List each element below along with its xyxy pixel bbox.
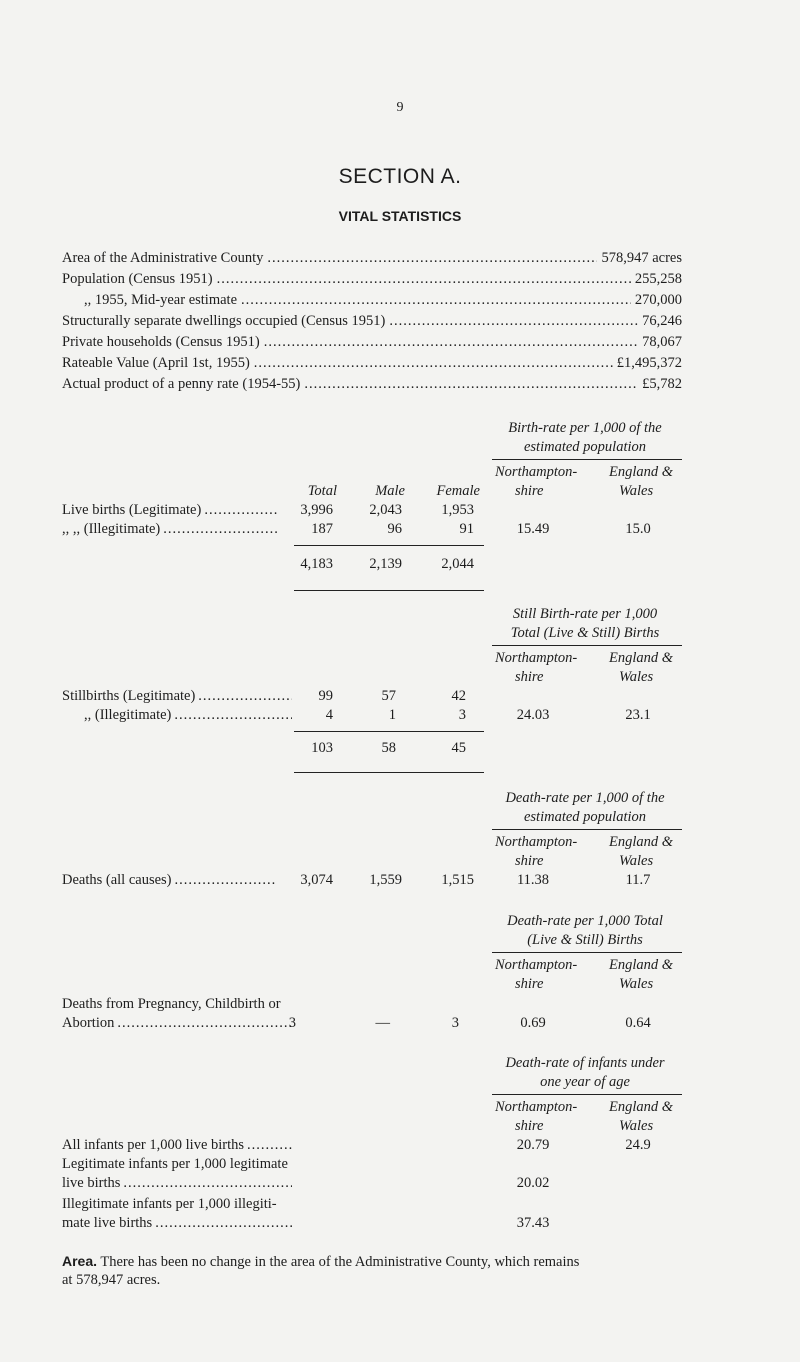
section-title: SECTION A.	[338, 165, 462, 188]
table-row-label: Legitimate infants per 1,000 legitimate	[62, 1156, 288, 1172]
cell-total: 187	[311, 521, 333, 537]
rate-heading-line2: estimated population	[523, 809, 647, 825]
cell-total-sum: 4,183	[300, 556, 333, 572]
cell-male: 1	[388, 707, 396, 723]
cell-england-rate: 0.64	[625, 1015, 651, 1031]
col-female: Female	[436, 483, 480, 499]
cell-female-sum: 2,044	[441, 556, 474, 572]
heading-rule	[492, 952, 682, 953]
cell-female: 1,953	[441, 502, 474, 518]
cell-male-sum: 58	[381, 740, 396, 756]
summary-row: Population (Census 1951) ..... 255,258	[62, 271, 682, 291]
rate-heading-line2: one year of age	[540, 1074, 630, 1090]
rate-heading: Death-rate per 1,000 of the	[505, 790, 665, 806]
col-england: England &	[609, 834, 674, 850]
cell-england-rate: 23.1	[625, 707, 651, 723]
rate-heading-line2: estimated population	[523, 439, 647, 455]
rate-heading: Birth-rate per 1,000 of the	[508, 420, 662, 436]
heading-rule	[492, 1094, 682, 1095]
col-england: England &	[609, 464, 674, 480]
heading-rule	[492, 829, 682, 830]
cell-northants-rate: 37.43	[516, 1215, 550, 1231]
cell-male-sum: 2,139	[369, 556, 402, 572]
cell-northants-rate: 0.69	[520, 1015, 546, 1031]
cell-total: 4	[325, 707, 333, 723]
cell-female: 91	[459, 521, 474, 537]
table-row-label-line2: Abortion .....	[62, 1015, 292, 1032]
rate-heading-line2: Total (Live & Still) Births	[510, 625, 660, 641]
table-row-label: Live births (Legitimate) .....	[62, 502, 277, 519]
col-male: Male	[375, 483, 405, 499]
table-row-label: ,, ,, (Illegitimate) .....	[62, 521, 277, 538]
rate-heading-line2: (Live & Still) Births	[527, 932, 643, 948]
area-note	[62, 1253, 752, 1271]
col-england-line2: Wales	[619, 483, 654, 499]
col-northants-line2: shire	[515, 976, 544, 992]
col-england-line2: Wales	[619, 853, 654, 869]
cell-male: 96	[387, 521, 402, 537]
total-rule-bottom	[294, 590, 484, 591]
table-row-label: Stillbirths (Legitimate) .....	[62, 688, 292, 705]
page-number: 9	[396, 100, 404, 115]
summary-row: Structurally separate dwellings occupied (Census 1951) ..... 76,246	[62, 313, 682, 333]
cell-female-sum: 45	[451, 740, 466, 756]
cell-female: 3	[451, 1015, 459, 1031]
cell-total: 99	[318, 688, 333, 704]
summary-row: Actual product of a penny rate (1954-55) ..... £5,782	[62, 376, 682, 396]
cell-northants-rate: 15.49	[516, 521, 550, 537]
col-england: England &	[609, 957, 674, 973]
cell-northants-rate: 20.02	[516, 1175, 550, 1191]
cell-total: 3,074	[300, 872, 333, 888]
col-england: England &	[609, 650, 674, 666]
total-rule-bottom	[294, 772, 484, 773]
area-note-heading: Area.	[62, 1253, 98, 1269]
cell-northants-rate: 11.38	[516, 872, 550, 888]
summary-row: Private households (Census 1951) ..... 78,067	[62, 334, 682, 354]
col-northants: Northampton-	[495, 650, 578, 666]
heading-rule	[492, 459, 682, 460]
summary-row: ,, 1955, Mid-year estimate ..... 270,000	[62, 292, 682, 312]
cell-female: 3	[458, 707, 466, 723]
col-northants: Northampton-	[495, 957, 578, 973]
cell-total: 3	[288, 1015, 296, 1031]
rate-heading: Still Birth-rate per 1,000	[512, 606, 658, 622]
total-rule	[294, 545, 484, 546]
table-row-label: Deaths (all causes) .....	[62, 872, 277, 889]
col-northants-line2: shire	[515, 483, 544, 499]
table-row-label: Illegitimate infants per 1,000 illegiti-	[62, 1196, 277, 1212]
table-row-label: Deaths from Pregnancy, Childbirth or	[62, 996, 281, 1012]
col-total: Total	[307, 483, 337, 499]
col-northants: Northampton-	[495, 834, 578, 850]
total-rule	[294, 731, 484, 732]
col-northants-line2: shire	[515, 853, 544, 869]
table-row-label: ,, (Illegitimate) .....	[62, 707, 292, 724]
cell-male: 57	[381, 688, 396, 704]
table-row-label-line2: live births .....	[62, 1175, 292, 1192]
col-england-line2: Wales	[619, 669, 654, 685]
cell-northants-rate: 24.03	[516, 707, 550, 723]
cell-england-rate: 11.7	[625, 872, 651, 888]
area-note-text: There has been no change in the area of the Administrative County, which remains	[97, 1254, 580, 1270]
table-row-label: All infants per 1,000 live births .....	[62, 1137, 292, 1154]
col-northants: Northampton-	[495, 464, 578, 480]
summary-row: Area of the Administrative County ..... 578,947 acres	[62, 250, 682, 270]
cell-england-rate: 24.9	[625, 1137, 651, 1153]
cell-total: 3,996	[300, 502, 333, 518]
heading-rule	[492, 645, 682, 646]
col-england: England &	[609, 1099, 674, 1115]
col-northants-line2: shire	[515, 669, 544, 685]
rate-heading: Death-rate of infants under	[505, 1055, 665, 1071]
rate-heading: Death-rate per 1,000 Total	[507, 913, 663, 929]
area-note-line2: at 578,947 acres.	[62, 1272, 161, 1288]
cell-northants-rate: 20.79	[516, 1137, 550, 1153]
cell-female: 1,515	[441, 872, 474, 888]
cell-male: —	[375, 1015, 390, 1031]
cell-female: 42	[451, 688, 466, 704]
col-northants-line2: shire	[515, 1118, 544, 1134]
cell-male: 2,043	[369, 502, 402, 518]
cell-total-sum: 103	[311, 740, 333, 756]
col-northants: Northampton-	[495, 1099, 578, 1115]
table-row-label-line2: mate live births .....	[62, 1215, 292, 1232]
cell-male: 1,559	[369, 872, 402, 888]
col-england-line2: Wales	[619, 1118, 654, 1134]
col-england-line2: Wales	[619, 976, 654, 992]
cell-england-rate: 15.0	[625, 521, 651, 537]
document-subtitle: VITAL STATISTICS	[338, 208, 462, 224]
summary-row: Rateable Value (April 1st, 1955) ..... £1,495,372	[62, 355, 682, 375]
